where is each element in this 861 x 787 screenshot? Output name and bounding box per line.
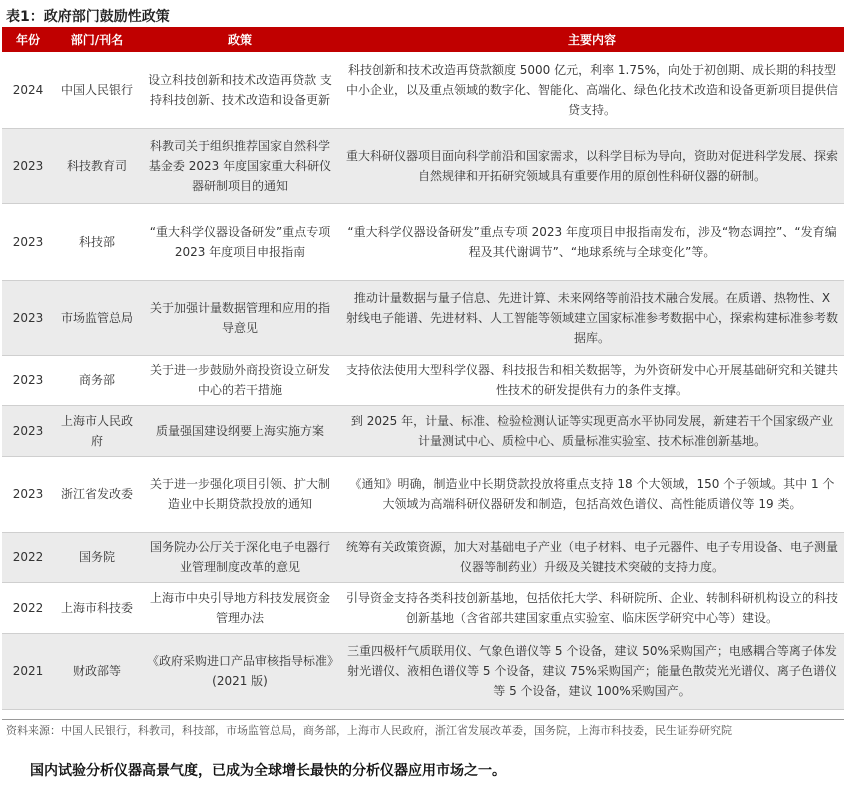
cell-content: 三重四极杆气质联用仪、气象色谱仪等 5 个设备，建议 50%采购国产；电感耦合等离子体发射光谱仪、液相色谱仪等 5 个设备，建议 75%采购国产；能量色散荧光光谱仪、离子色谱仪等 5 个设备，建议 100%采购国产。 xyxy=(340,633,844,709)
table-row xyxy=(2,203,844,280)
cell-dept: 科技教育司 xyxy=(54,128,140,203)
source-note: 资料来源：中国人民银行，科教司，科技部，市场监管总局，商务部，上海市人民政府，浙江省发展改革委，国务院，上海市科技委，民生证券研究院 xyxy=(6,724,732,737)
table-row xyxy=(2,456,844,532)
cell-content: 科技创新和技术改造再贷款额度 5000 亿元，利率 1.75%，向处于初创期、成长期的科技型中小企业，以及重点领域的数字化、智能化、高端化、绿色化技术改造和设备更新项目提供信贷支持。 xyxy=(340,52,844,128)
table-row xyxy=(2,52,844,128)
cell-policy: “重大科学仪器设备研发”重点专项 2023 年度项目申报指南 xyxy=(140,203,340,280)
cell-year: 2023 xyxy=(2,280,54,355)
cell-content: 引导资金支持各类科技创新基地，包括依托大学、科研院所、企业、转制科研机构设立的科技创新基地（含省部共建国家重点实验室、临床医学研究中心等）建设。 xyxy=(340,582,844,633)
header-year: 年份 xyxy=(2,27,54,52)
cell-year: 2024 xyxy=(2,52,54,128)
conclusion-heading: 国内试验分析仪器高景气度，已成为全球增长最快的分析仪器应用市场之一。 xyxy=(30,763,506,779)
cell-year: 2022 xyxy=(2,582,54,633)
table-row xyxy=(2,355,844,405)
header-dept: 部门/刊名 xyxy=(54,27,140,52)
cell-policy: 上海市中央引导地方科技发展资金管理办法 xyxy=(140,582,340,633)
table-header-row xyxy=(2,27,844,52)
table-title: 表1：政府部门鼓励性政策 xyxy=(6,9,170,25)
header-content: 主要内容 xyxy=(340,27,844,52)
cell-dept: 上海市人民政府 xyxy=(54,405,140,456)
cell-year: 2023 xyxy=(2,355,54,405)
source-divider xyxy=(2,719,844,720)
table-row xyxy=(2,532,844,582)
cell-policy: 质量强国建设纲要上海实施方案 xyxy=(140,405,340,456)
table-row xyxy=(2,405,844,456)
cell-year: 2023 xyxy=(2,203,54,280)
cell-policy: 关于加强计量数据管理和应用的指导意见 xyxy=(140,280,340,355)
cell-year: 2023 xyxy=(2,128,54,203)
header-policy: 政策 xyxy=(140,27,340,52)
cell-policy: 设立科技创新和技术改造再贷款 支持科技创新、技术改造和设备更新 xyxy=(140,52,340,128)
cell-year: 2023 xyxy=(2,456,54,532)
cell-year: 2021 xyxy=(2,633,54,709)
cell-policy: 关于进一步鼓励外商投资设立研发中心的若干措施 xyxy=(140,355,340,405)
cell-policy: 科教司关于组织推荐国家自然科学基金委 2023 年度国家重大科研仪器研制项目的通知 xyxy=(140,128,340,203)
cell-dept: 科技部 xyxy=(54,203,140,280)
cell-dept: 上海市科技委 xyxy=(54,582,140,633)
cell-dept: 浙江省发改委 xyxy=(54,456,140,532)
cell-policy: 《政府采购进口产品审核指导标准》(2021 版) xyxy=(140,633,340,709)
cell-content: 《通知》明确，制造业中长期贷款投放将重点支持 18 个大领域，150 个子领域。其中 1 个大领域为高端科研仪器研发和制造，包括高效色谱仪、高性能质谱仪等 19 类。 xyxy=(340,456,844,532)
cell-dept: 财政部等 xyxy=(54,633,140,709)
cell-dept: 商务部 xyxy=(54,355,140,405)
cell-policy: 国务院办公厅关于深化电子电器行业管理制度改革的意见 xyxy=(140,532,340,582)
cell-policy: 关于进一步强化项目引领、扩大制造业中长期贷款投放的通知 xyxy=(140,456,340,532)
cell-year: 2022 xyxy=(2,532,54,582)
table-row xyxy=(2,582,844,633)
cell-content: 支持依法使用大型科学仪器、科技报告和相关数据等，为外资研发中心开展基础研究和关键共性技术的研发提供有力的条件支撑。 xyxy=(340,355,844,405)
cell-content: 统筹有关政策资源，加大对基础电子产业（电子材料、电子元器件、电子专用设备、电子测量仪器等制药业）升级及关键技术突破的支持力度。 xyxy=(340,532,844,582)
cell-dept: 中国人民银行 xyxy=(54,52,140,128)
cell-year: 2023 xyxy=(2,405,54,456)
table-row xyxy=(2,128,844,203)
table-row xyxy=(2,280,844,355)
cell-content: 重大科研仪器项目面向科学前沿和国家需求，以科学目标为导向，资助对促进科学发展、探索自然规律和开拓研究领域具有重要作用的原创性科研仪器的研制。 xyxy=(340,128,844,203)
cell-content: 到 2025 年，计量、标准、检验检测认证等实现更高水平协同发展，新建若干个国家级产业计量测试中心、质检中心、质量标准实验室、技术标准创新基地。 xyxy=(340,405,844,456)
cell-dept: 国务院 xyxy=(54,532,140,582)
cell-content: 推动计量数据与量子信息、先进计算、未来网络等前沿技术融合发展。在质谱、热物性、X 射线电子能谱、先进材料、人工智能等领域建立国家标准参考数据中心，探索构建标准参考数据库。 xyxy=(340,280,844,355)
cell-dept: 市场监管总局 xyxy=(54,280,140,355)
table-row xyxy=(2,633,844,709)
policy-table xyxy=(2,27,844,710)
cell-content: “重大科学仪器设备研发”重点专项 2023 年度项目申报指南发布，涉及“物态调控”、“发育编程及其代谢调节”、“地球系统与全球变化”等。 xyxy=(340,203,844,280)
